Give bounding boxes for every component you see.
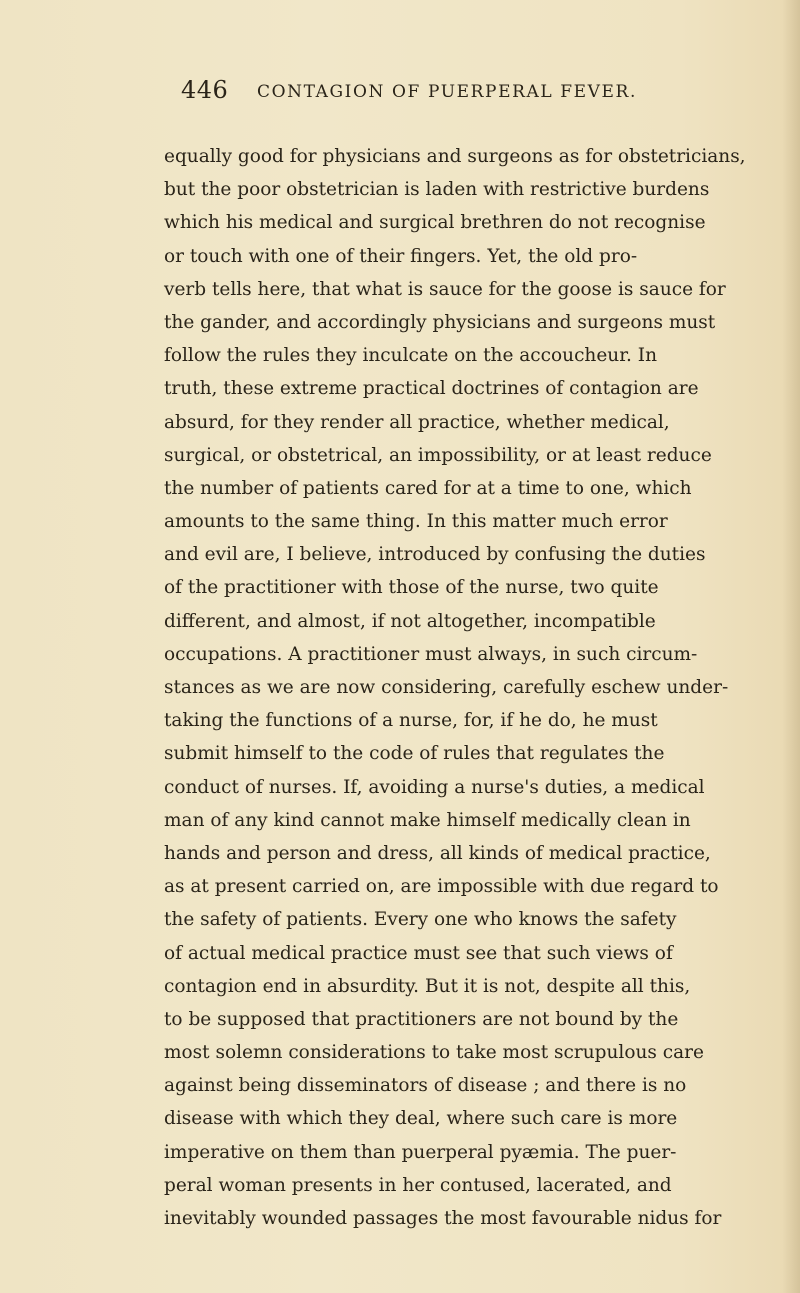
text-line: against being disseminators of disease ; and there is no	[164, 1075, 687, 1097]
text-line: and evil are, I believe, introduced by confusing the duties	[164, 544, 706, 566]
text-line: surgical, or obstetrical, an impossibility, or at least reduce	[164, 444, 712, 466]
text-line: occupations. A practitioner must always, in such circum-	[164, 643, 698, 665]
text-line: absurd, for they render all practice, whether medical,	[164, 411, 670, 433]
text-line: peral woman presents in her contused, lacerated, and	[164, 1174, 672, 1196]
text-line: submit himself to the code of rules that regulates the	[164, 743, 665, 765]
text-line: which his medical and surgical brethren do not recognise	[164, 212, 706, 234]
text-line: the safety of patients. Every one who knows the safety	[164, 909, 677, 931]
text-line: the number of patients cared for at a time to one, which	[164, 477, 692, 499]
text-line: the gander, and accordingly physicians and surgeons must	[164, 311, 716, 333]
text-line: of the practitioner with those of the nurse, two quite	[164, 577, 659, 599]
text-line: truth, these extreme practical doctrines of contagion are	[164, 378, 699, 400]
text-line: verb tells here, that what is sauce for the goose is sauce for	[164, 278, 726, 300]
body-text	[164, 140, 746, 1235]
text-line: conduct of nurses. If, avoiding a nurse's duties, a medical	[164, 776, 705, 798]
text-line: man of any kind cannot make himself medically clean in	[164, 809, 691, 831]
text-line: hands and person and dress, all kinds of medical practice,	[164, 842, 711, 864]
page-edge-shadow	[782, 0, 800, 1293]
text-line: most solemn considerations to take most scrupulous care	[164, 1042, 704, 1064]
text-line: to be supposed that practitioners are not bound by the	[164, 1008, 679, 1030]
text-line: imperative on them than puerperal pyæmia. The puer-	[164, 1141, 677, 1163]
running-title: CONTAGION OF PUERPERAL FEVER.	[257, 82, 637, 102]
text-line: or touch with one of their fingers. Yet, the old pro-	[164, 245, 638, 267]
text-line: follow the rules they inculcate on the accoucheur. In	[164, 345, 658, 367]
text-line: amounts to the same thing. In this matter much error	[164, 511, 668, 533]
text-line: taking the functions of a nurse, for, if he do, he must	[164, 710, 658, 732]
text-line: contagion end in absurdity. But it is not, despite all this,	[164, 975, 691, 997]
text-line: inevitably wounded passages the most favourable nidus for	[164, 1208, 722, 1229]
text-line: disease with which they deal, where such care is more	[164, 1108, 678, 1130]
text-line: equally good for physicians and surgeons as for obstetricians,	[164, 146, 746, 167]
page-number: 446	[181, 76, 229, 104]
text-line: but the poor obstetrician is laden with restrictive burdens	[164, 179, 710, 201]
text-line: of actual medical practice must see that such views of	[164, 942, 673, 964]
text-line: stances as we are now considering, carefully eschew under-	[164, 677, 729, 698]
text-line: as at present carried on, are impossible with due regard to	[164, 876, 719, 898]
running-head	[181, 76, 641, 116]
text-line: different, and almost, if not altogether, incompatible	[164, 610, 656, 632]
